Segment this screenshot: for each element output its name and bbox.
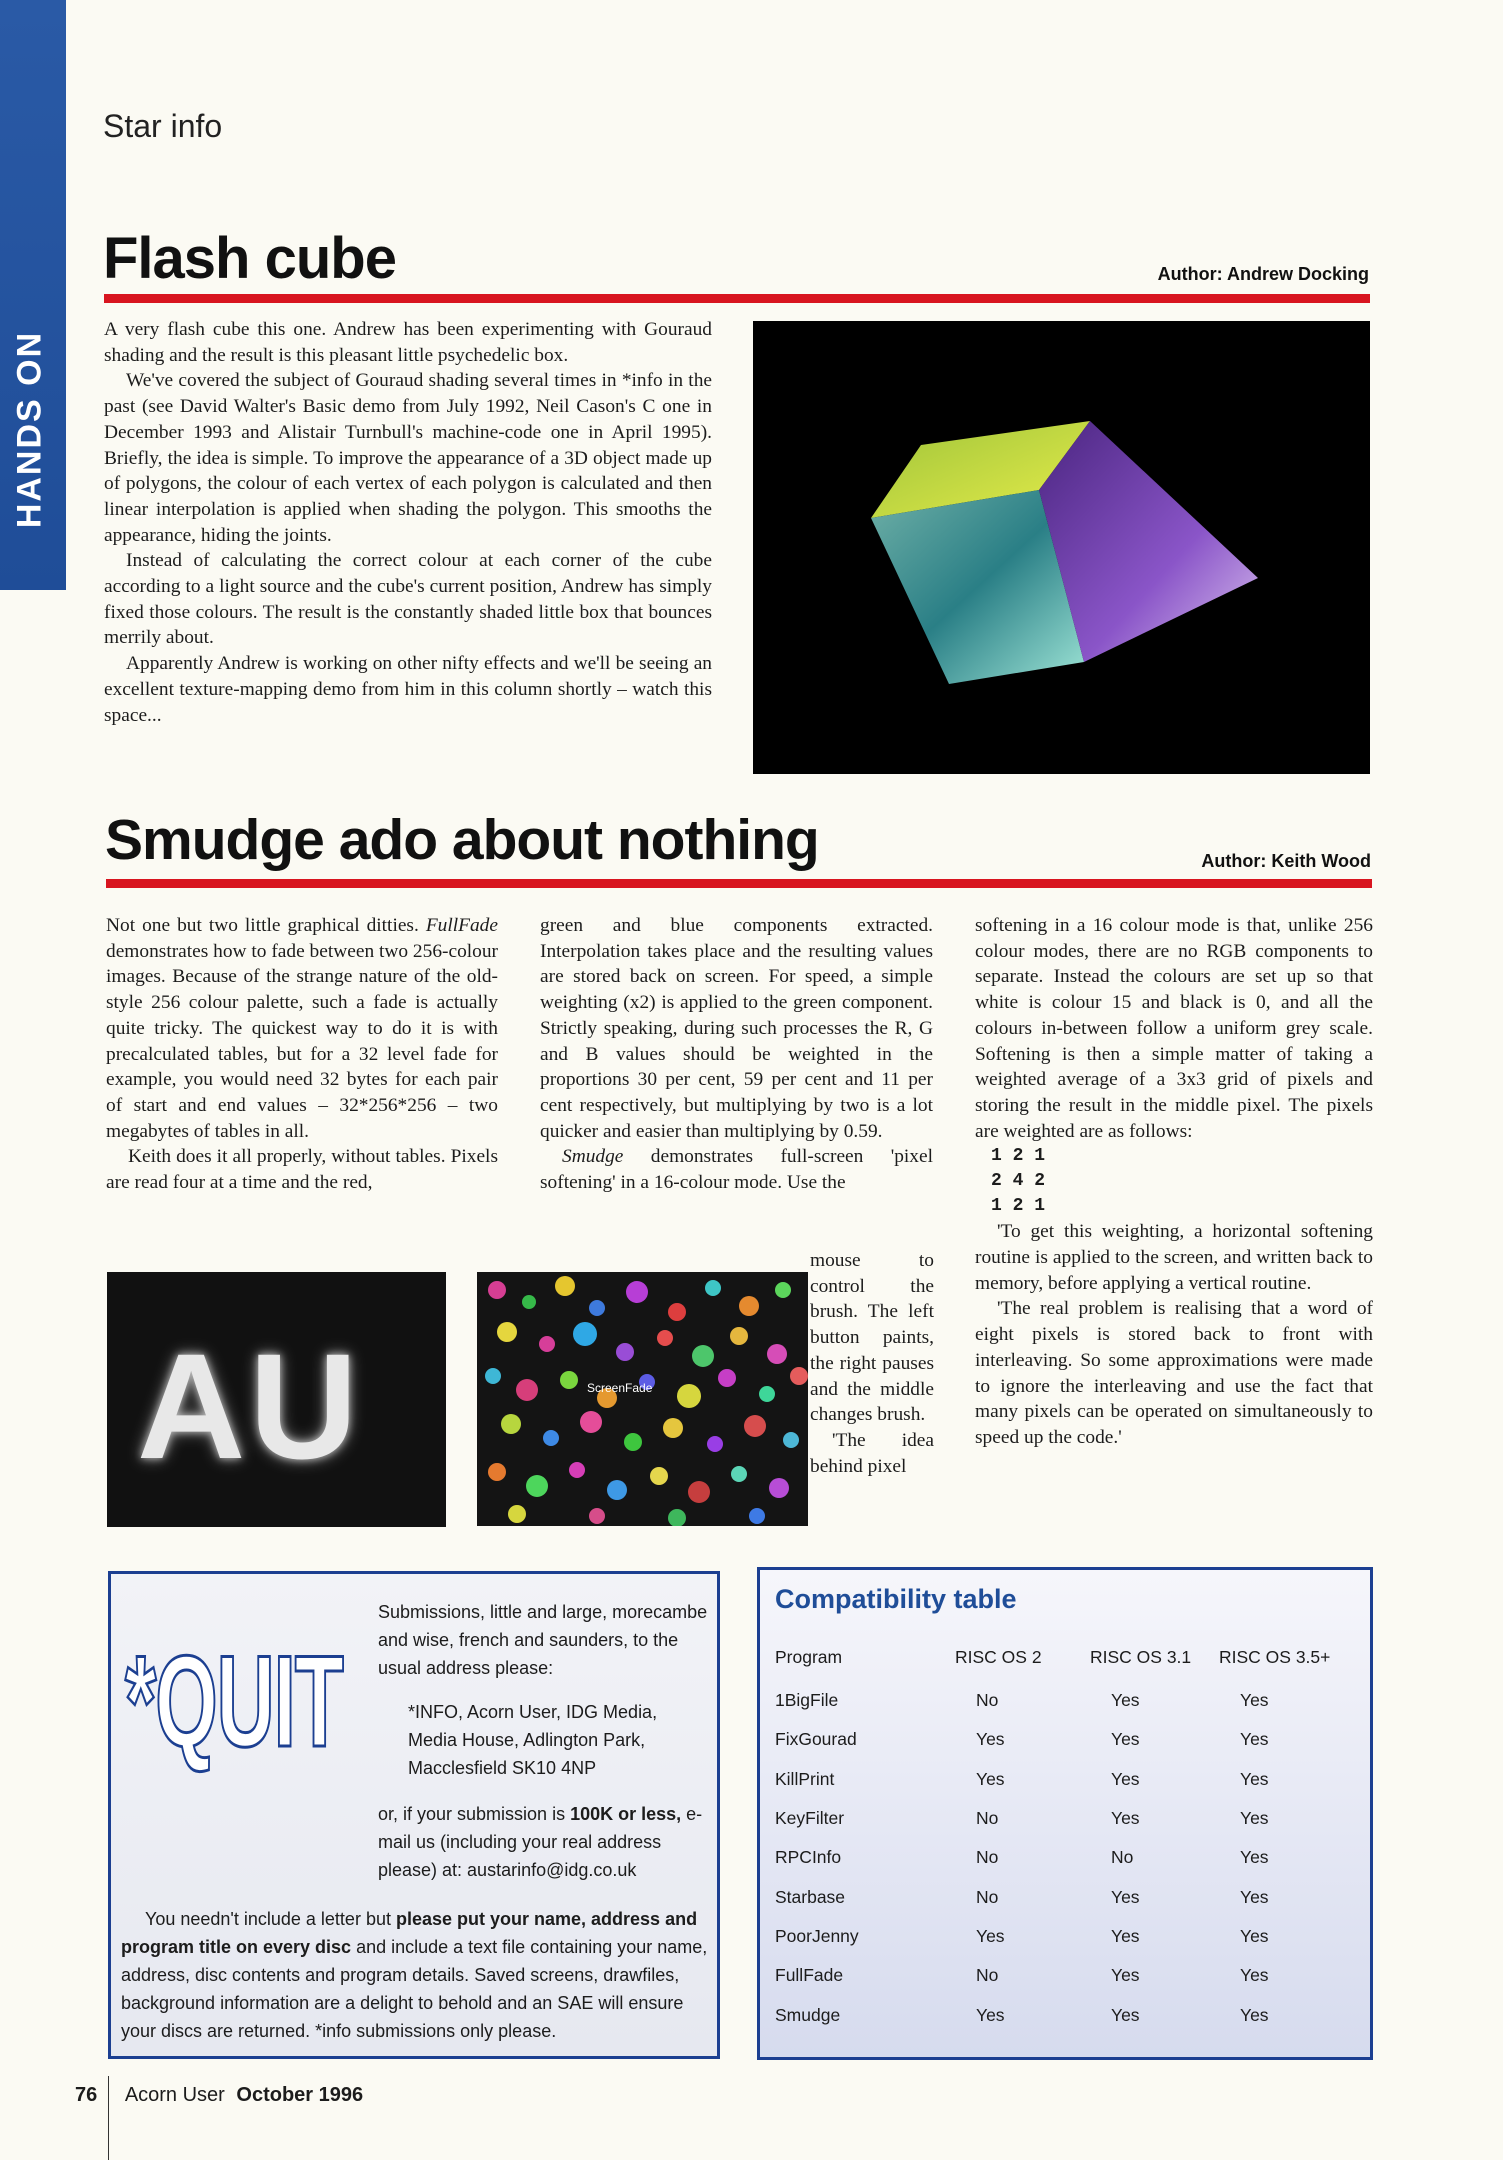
weight-matrix-row: 2 4 2 [991,1171,1046,1192]
table-header-row [775,1633,1365,1681]
footer [75,2084,363,2107]
section-side-tab [0,0,66,590]
compat-cell: Yes [976,2004,1005,2025]
compat-cell: Yes [1111,1965,1140,1986]
table-row [775,1681,1365,1720]
paragraph: 'The idea behind pixel [810,1429,934,1477]
weight-matrix-row: 1 2 1 [991,1196,1046,1217]
article-smudge-title: Smudge ado about nothing [105,808,819,872]
quit-instructions [121,1905,711,2045]
table-row [775,1877,1365,1916]
compat-cell: No [1111,1847,1134,1868]
quit-address [408,1698,713,1782]
article-flash-cube-author: Author: Andrew Docking [1157,264,1369,284]
text-span: e-mail us (including your real address please) at: austarinfo@idg.co.uk [378,1804,703,1880]
quit-intro: Submissions, little and large, morecambe and wise, french and saunders, to the usual address please: [378,1602,708,1678]
cube-illustration [753,321,1370,774]
compat-cell: Yes [1240,1729,1269,1750]
compat-cell: Yes [976,1925,1005,1946]
compat-cell: No [976,1690,999,1711]
weight-matrix-row: 1 2 1 [991,1146,1046,1167]
compat-cell: No [976,1847,999,1868]
table-row [775,1995,1365,2034]
program-cell: FixGourad [775,1729,857,1750]
text-span: please put your name, address and program title on every disc [121,1909,698,1957]
compat-cell: Yes [1240,1925,1269,1946]
program-cell: RPCInfo [775,1847,842,1868]
smudge-column-3 [975,913,1373,1451]
compat-cell: Yes [1111,2004,1140,2025]
paragraph: Keith does it all properly, without tables. Pixels are read four at a time and the red, [106,1146,498,1194]
program-name: FullFade [425,915,498,936]
article-flash-cube-title: Flash cube [103,226,396,291]
compatibility-table [775,1633,1365,2035]
flash-cube-screenshot [753,321,1370,774]
side-tab-label: HANDS ON [10,330,49,529]
compat-cell: Yes [1240,1768,1269,1789]
program-cell: FullFade [775,1965,844,1986]
compat-cell: Yes [1240,1808,1269,1829]
smudge-dots [477,1272,808,1526]
compat-cell: No [976,1965,999,1986]
smudge-screenshot [477,1272,808,1526]
quit-email [378,1800,713,1884]
paragraph: green and blue components extracted. Interpolation takes place and the resulting values are stored back on screen. For speed, a simple weighting (x2) is applied to the green component. Strictly speaking, during such processes the R, G and B values should be weighted in the proportions 30 per cent, 59 per cent and 11 per cent respectively, but multiplying by two is a lot quicker and easier than multiplying by 0.59. [540,915,933,1142]
fullfade-au-text: AU [137,1322,362,1490]
paragraph: softening in a 16 colour mode is that, unlike 256 colour modes, there are no RGB components to separate. Instead the colours are set up so that white is colour 15 and black is 0, and all the colours in-between follow a uniform grey scale. Softening is then a simple matter of taking a weighted average of a 3x3 grid of pixels and storing the result in the middle pixel. The pixels are weighted are as follows: [975,915,1373,1142]
smudge-column-2-narrow [810,1248,934,1479]
quit-logo: *QUIT [125,1628,343,1774]
red-rule [104,294,1370,303]
compat-cell: No [976,1886,999,1907]
compat-cell: Yes [1111,1690,1140,1711]
program-cell: Starbase [775,1886,846,1907]
red-rule [106,879,1372,888]
compat-cell: Yes [1111,1808,1140,1829]
compat-cell: Yes [1240,1965,1269,1986]
text-span: 100K or less, [570,1804,682,1824]
smudge-column-2 [540,913,933,1196]
paragraph [540,1144,933,1195]
compat-cell: Yes [1111,1729,1140,1750]
article-flash-cube-body [104,317,712,728]
table-row [775,1838,1365,1877]
compat-cell: Yes [1111,1925,1140,1946]
paragraph: Instead of calculating the correct colour at each corner of the cube according to a light source and the cube's current position, Andrew has simply fixed those colours. The result is the constantly shaded little box that bounces merrily about. [104,550,712,649]
compatibility-table-title: Compatibility table [775,1584,1017,1614]
smudge-column-1 [106,913,498,1196]
text-span: or, if your submission is [378,1804,571,1824]
table-row [775,1760,1365,1799]
compat-cell: Yes [1240,2004,1269,2025]
text-span: demonstrates how to fade between two 256-colour images. Because of the strange nature of the old-style 256 colour palette, such a fade is actually quite tricky. The quickest way to do it is with precalculated tables, but for a 32 level fade for example, you would need 32 bytes for each pair of start and end values – 32*256*256 – two megabytes of tables in all. [106,940,499,1142]
program-name: Smudge [562,1146,624,1168]
quit-submissions-box [108,1571,720,2059]
table-row [775,1720,1365,1759]
text-span: Not one but two little graphical ditties. [106,915,426,936]
column-header: RISC OS 3.5+ [1219,1646,1331,1667]
column-header: RISC OS 3.1 [1090,1646,1192,1667]
compatibility-table-box [757,1567,1373,2060]
compat-cell: Yes [1240,1886,1269,1907]
text-span: and include a text file containing your name, address, disc contents and program details. Saved screens, drawfiles, background information are a delight to behold and an SAE will ensure your discs are returned. *info submissions only please. [121,1937,708,2041]
address-line: *INFO, Acorn User, IDG Media, [408,1702,658,1722]
program-cell: Smudge [775,2004,841,2025]
compat-cell: No [976,1808,999,1829]
program-cell: 1BigFile [775,1690,839,1711]
compat-cell: Yes [1240,1690,1269,1711]
table-row [775,1917,1365,1956]
paragraph: Apparently Andrew is working on other nifty effects and we'll be seeing an excellent texture-mapping demo from him in this column shortly – watch this space... [104,653,712,726]
program-cell: KillPrint [775,1768,835,1789]
screenfade-label: ScreenFade [587,1381,653,1395]
article-smudge-author: Author: Keith Wood [1201,851,1371,871]
compat-cell: Yes [1240,1847,1269,1868]
program-cell: KeyFilter [775,1808,845,1829]
paragraph: We've covered the subject of Gouraud shading several times in *info in the past (see David Walter's Basic demo from July 1992, Neil Cason's C one in December 1993 and Alistair Turnbull's machine-code one in April 1995). Briefly, the idea is simple. To improve the appearance of a 3D object made up of polygons, the colour of each vertex of each polygon is calculated and then linear interpolation is applied when shading the polygon. This smooths the appearance, hiding the joints. [104,370,712,546]
section-title: Star info [103,108,223,144]
table-row [775,1956,1365,1995]
column-header: Program [775,1646,843,1667]
paragraph: 'To get this weighting, a horizontal softening routine is applied to the screen, and written back to memory, before applying a vertical routine. [975,1221,1373,1294]
column-header: RISC OS 2 [955,1646,1042,1667]
fullfade-screenshot [107,1272,446,1527]
paragraph: 'The real problem is realising that a word of eight pixels is stored back to front with interleaving. So some approximations were made to ignore the interleaving and use the fact that many pixels can be operated on simultaneously to speed up the code.' [975,1298,1373,1448]
paragraph: mouse to control the brush. The left button paints, the right pauses and the middle changes brush. [810,1250,934,1426]
page-number: 76 [75,2084,98,2106]
table-row [775,1799,1365,1838]
text-span: demonstrates full-screen 'pixel softening' in a 16-colour mode. Use the [540,1146,933,1194]
paragraph: A very flash cube this one. Andrew has been experimenting with Gouraud shading and the result is this pleasant little psychedelic box. [104,319,712,366]
issue-date: October 1996 [236,2084,364,2106]
compat-cell: Yes [976,1768,1005,1789]
compat-cell: Yes [1111,1768,1140,1789]
address-line: Macclesfield SK10 4NP [408,1758,597,1778]
compat-cell: Yes [1111,1886,1140,1907]
magazine-name: Acorn User [124,2084,225,2106]
text-span: You needn't include a letter but [145,1909,396,1929]
program-cell: PoorJenny [775,1925,859,1946]
compat-cell: Yes [976,1729,1005,1750]
paragraph [106,913,498,1144]
address-line: Media House, Adlington Park, [408,1730,646,1750]
